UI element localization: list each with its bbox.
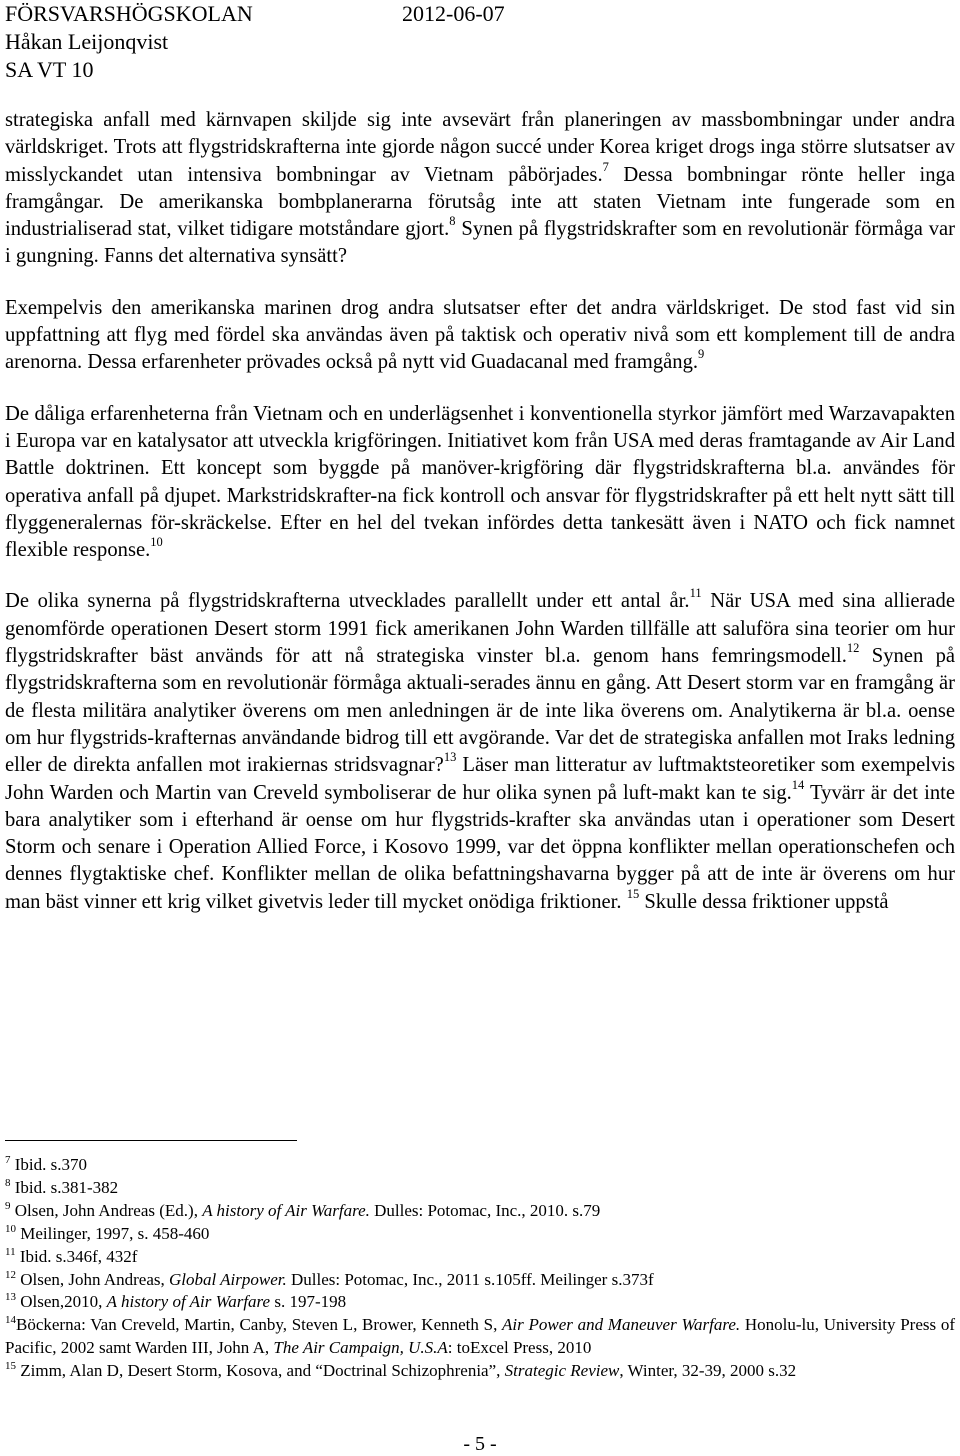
page-number: - 5 -: [463, 1433, 497, 1455]
paragraph: Exempelvis den amerikanska marinen drog andra slutsatser efter det andra världskriget. De stod fast vid sin uppfattning att flyg med fördel ska användas även på taktisk och operativ nivå som ett komplement till de andra arenorna. Dessa erfarenheter prövades också på nytt vid Guadacanal med framgång.$^9$: [5, 296, 955, 374]
header-date: 2012-06-07: [402, 1, 505, 26]
footnote: $^{12}$ Olsen, John Andreas, Global Airpower. Dulles: Potomac, Inc., 2011 s.105ff. Meilinger s.373f: [5, 1268, 654, 1289]
footnote-ref[interactable]: 8: [449, 214, 456, 229]
footnote-ref[interactable]: 11: [689, 586, 702, 601]
footnote: $^8$ Ibid. s.381-382: [5, 1176, 119, 1197]
footnote: $^{13}$ Olsen,2010, A history of Air Warfare s. 197-198: [5, 1291, 347, 1312]
footnote-ref[interactable]: 10: [150, 535, 163, 550]
footnote: $^{14}$Böckerna: Van Creveld, Martin, Canby, Steven L, Brower, Kenneth S, Air Power and Maneuver Warfare. Honolu-lu, University Press of Pacific, 2002 samt Warden III, John A, The Air Campaign, U.S.A: toExcel Press, 2010: [5, 1314, 955, 1358]
footnote-ref[interactable]: 9: [698, 347, 705, 362]
footnote: $^9$ Olsen, John Andreas (Ed.), A history of Air Warfare. Dulles: Potomac, Inc., 2010. s.79: [5, 1199, 601, 1220]
paragraph: De olika synerna på flygstridskrafterna utvecklades parallellt under ett antal år.$^{11}$ När USA med sina allierade genomförde operationen Desert storm 1991 fick amerikanen John Warden tillfälle att saluföra sina teorier om hur flygstridskrafter bäst används för att nå strategiska vinster bl.a. genom hans femringsmodell.$^{12}$ Synen på flygstridskrafterna som en revolutionär förmåga aktuali-serades ännu en gång. Att Desert storm var en framgång är de flesta militära analytiker överens om men anledningen är de inte lika överens om. Analytikerna är bl.a. oense om hur flygstrids-krafternas användande bidrog till ett avgörande. Var det de strategiska anfallen mot Iraks ledning eller de direkta anfallen mot irakiernas stridsvagnar?$^{13}$ Läser man litteratur av luftmaktsteoretiker som exempelvis John Warden och Martin van Creveld symboliserar de hur olika synen på luft-makt kan te sig.$^{14}$ Tyvärr är det inte bara analytiker som i efterhand är oense om hur flygstrids-krafter ska användas utan i operationer som Desert Storm och senare i Operation Allied Force, i Kosovo 1999, var det öppna konflikter mellan operationschefen och dennes flygtaktiske chef. Konflikter mellan de olika befattningshavarna bygger på att de inte är överens om hur man bäst vinner ett krig vilket givetvis leder till mycket onödiga friktioner. $^{15}$ Skulle dessa friktioner uppstå: [5, 586, 956, 913]
footnote-ref[interactable]: 7: [602, 159, 609, 174]
footnote-ref[interactable]: 13: [443, 750, 457, 765]
body-text: [5, 107, 955, 940]
page-header: [5, 0, 505, 84]
footnote: $^{15}$ Zimm, Alan D, Desert Storm, Kosova, and “Doctrinal Schizophrenia”, Strategic Review, Winter, 32-39, 2000 s.32: [5, 1360, 797, 1381]
footnote-ref[interactable]: 14: [791, 777, 805, 792]
footnote: $^{11}$ Ibid. s.346f, 432f: [5, 1245, 138, 1266]
footnote-ref[interactable]: 12: [846, 641, 860, 656]
footnote: $^{10}$ Meilinger, 1997, s. 458-460: [5, 1222, 210, 1243]
paragraph: De dåliga erfarenheterna från Vietnam och en underlägsenhet i konventionella styrkor jämfört med Warzavapakten i Europa var en katalysator att utveckla krigföringen. Initiativet kom från USA med deras framtagande av Air Land Battle doktrinen. Ett koncept som byggde på manöver-krigföring där flygstridskrafterna bl.a. användes för operativa anfall på djupet. Markstridskrafter-na fick kontroll och ansvar för flygstridskrafter på ett helt nytt sätt till flyggeneralernas för-skräckelse. Efter en hel del tvekan infördes detta tankesätt även i NATO och fick namnet flexible response.$^{10}$: [5, 402, 955, 562]
school-name: FÖRSVARSHÖGSKOLAN: [5, 1, 253, 26]
footnote-divider: [5, 1140, 297, 1141]
footnote-ref[interactable]: 15: [626, 886, 640, 901]
footnote: $^7$ Ibid. s.370: [5, 1154, 87, 1174]
footnotes: [5, 1154, 955, 1383]
course-code: SA VT 10: [5, 57, 94, 82]
paragraph: strategiska anfall med kärnvapen skiljde sig inte avsevärt från planeringen av massbombningar under andra världskriget. Trots att flygstridskrafterna inte gjorde någon succé under Korea kriget drogs inga större slutsatser av misslyckandet utan intensiva bombningar av Vietnam påbörjades.$^7$ Dessa bombningar rönte heller inga framgångar. De amerikanska bombplanerarna förutsåg inte att staten Vietnam inte fungerade som en industrialiserad stat, vilket tidigare motståndare gjort.$^8$ Synen på flygstridskrafter som en revolutionär förmåga var i gungning. Fanns det alternativa synsätt?: [5, 109, 956, 268]
author-name: Håkan Leijonqvist: [5, 29, 169, 54]
